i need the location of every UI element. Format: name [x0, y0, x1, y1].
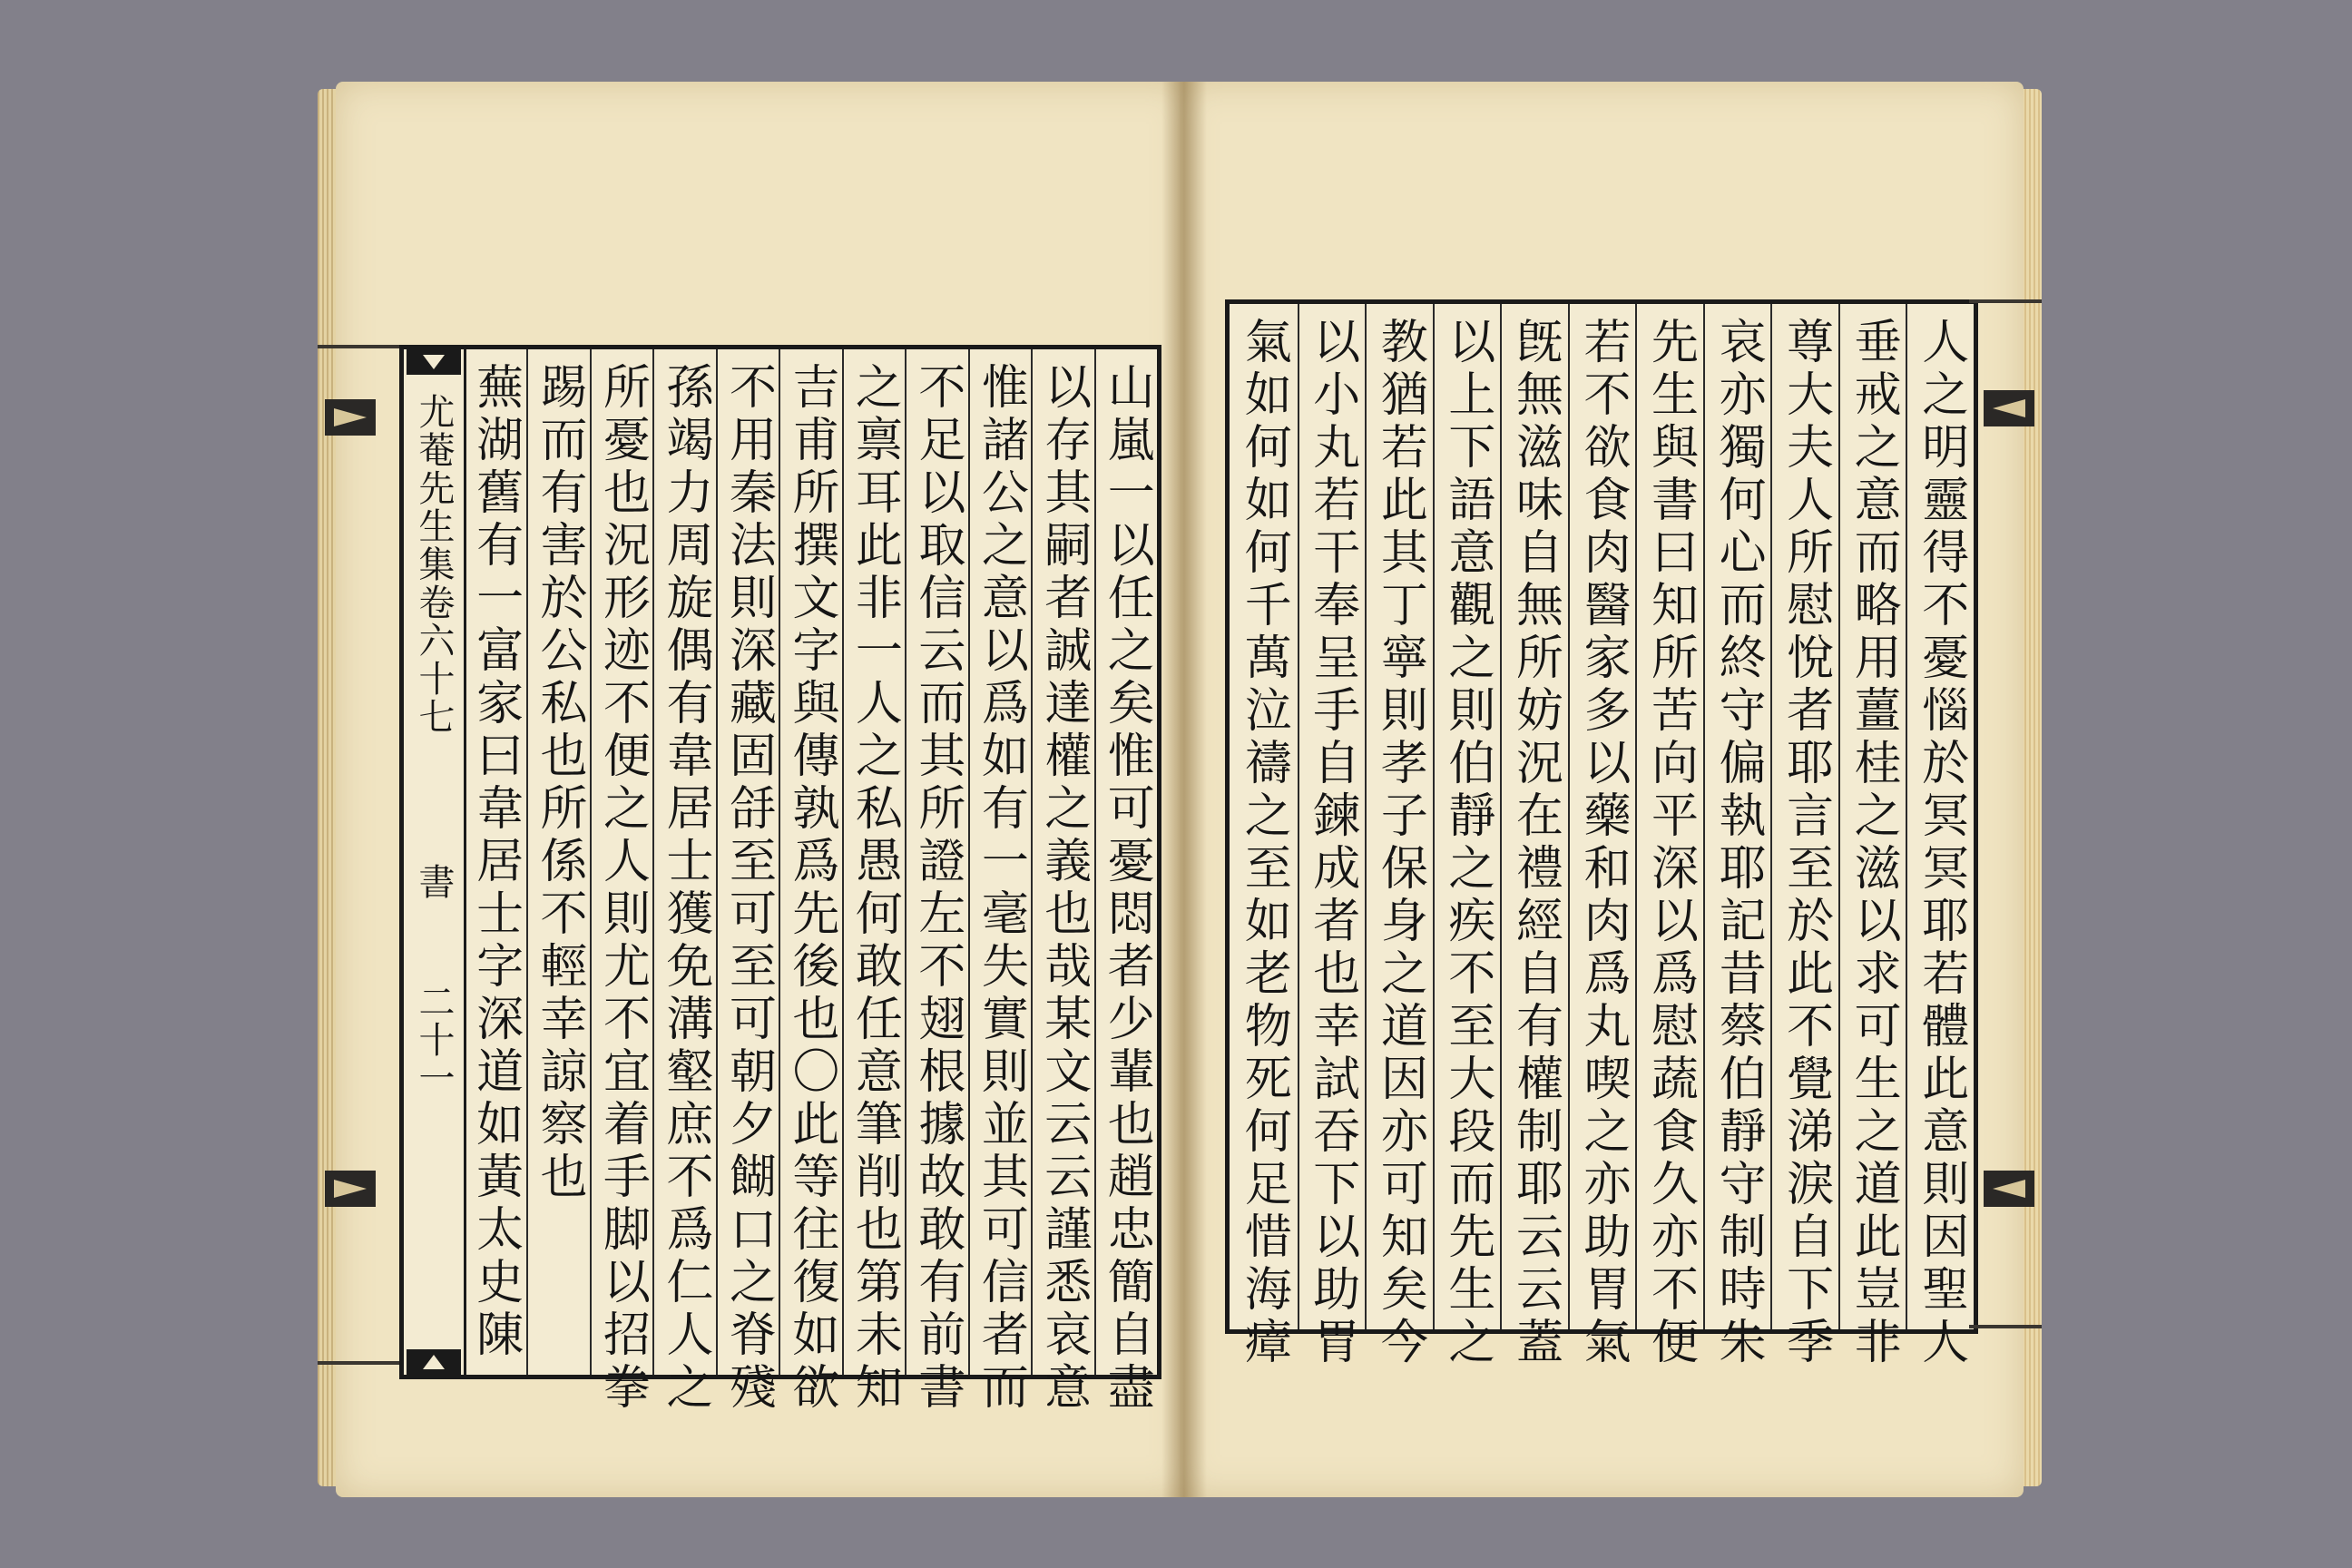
text-column: 不用秦法則深藏固㧱至可至可朝夕餬口之脊殘: [716, 349, 779, 1375]
volume-title: 尤菴先生集卷六十七: [413, 393, 455, 736]
text-column: 以小丸若干奉呈手自鍊成者也幸試吞下以助胃: [1298, 304, 1366, 1329]
text-column: 垂戒之意而略用薑桂之滋以求可生之道此豈非: [1838, 304, 1906, 1329]
fishtail-top-icon: [407, 349, 461, 375]
text-column: 不足以取信云而其所證左不翅根據故敢有前書: [905, 349, 967, 1375]
page-edges-left: [318, 89, 338, 1486]
text-column: 旣無滋味自無所妨況在禮經自有權制耶云云蓋: [1500, 304, 1568, 1329]
left-text-frame: [399, 345, 1161, 1415]
book-gutter: [1161, 82, 1207, 1497]
text-column: 之禀耳此非一人之私愚何敢任意筆削也第未知: [842, 349, 905, 1375]
text-column: 人之明靈得不憂惱於冥冥耶若體此意則因聖人: [1906, 304, 1974, 1329]
left-page: [336, 82, 1189, 1497]
text-column: 惟諸公之意以爲如有一毫失實則並其可信者而: [968, 349, 1031, 1375]
text-column: 先生與書曰知所苦向平深以爲慰蔬食久亦不便: [1635, 304, 1703, 1329]
text-column: 教猶若此其丁寧則孝子保身之道因亦可知矣今: [1365, 304, 1433, 1329]
text-column: 以存其嗣者誠達權之義也哉某文云云謹悉哀意: [1031, 349, 1093, 1375]
right-columns: [1230, 304, 1974, 1369]
binding-stitch: [1969, 1325, 2042, 1328]
text-column: 以上下語意觀之則伯靜之疾不至大段而先生之: [1433, 304, 1501, 1329]
page-number: 二十一: [413, 983, 455, 1097]
text-column: 所憂也況形迹不便之人則尤不宜着手脚以招拳: [590, 349, 652, 1375]
right-page: [1180, 82, 2024, 1497]
text-column: 蕪湖舊有一富家曰韋居士字深道如黃太史陳: [467, 362, 523, 1362]
binding-tab-icon: [325, 399, 376, 436]
right-text-frame: [1225, 299, 1978, 1369]
text-column: 山嵐一以任之矣惟可憂悶者少輩也趙忠簡自盡: [1094, 349, 1157, 1375]
text-column: 哀亦獨何心而終守偏執耶記昔蔡伯靜守制時朱: [1703, 304, 1771, 1329]
binding-stitch: [1969, 299, 2042, 303]
binding-stitch: [318, 345, 399, 348]
open-book: [318, 82, 2042, 1497]
binding-stitch: [318, 1361, 399, 1365]
text-column: 吉甫所撰文字與傳孰爲先後也〇此等往復如欲: [779, 349, 841, 1375]
binding-tab-icon: [325, 1171, 376, 1207]
text-column: 踢而有害於公私也所係不輕幸諒察也: [526, 349, 589, 1375]
binding-tab-icon: [1984, 1171, 2034, 1207]
text-column: 氣如何如何千萬泣禱之至如老物死何足惜海瘴: [1236, 317, 1291, 1369]
text-column: 尊大夫人所慰悅者耶言至於此不覺涕淚自下季: [1770, 304, 1838, 1329]
text-column: 孫竭力周旋偶有韋居士獲免溝壑庶不爲仁人之: [652, 349, 715, 1375]
block-center-margin: [404, 349, 466, 1375]
text-column: 若不欲食肉醫家多以藥和肉爲丸喫之亦助胃氣: [1568, 304, 1636, 1329]
binding-tab-icon: [1984, 390, 2034, 426]
fishtail-bottom-icon: [407, 1349, 461, 1375]
section-label: 書: [413, 863, 455, 901]
left-columns: [464, 349, 1157, 1415]
